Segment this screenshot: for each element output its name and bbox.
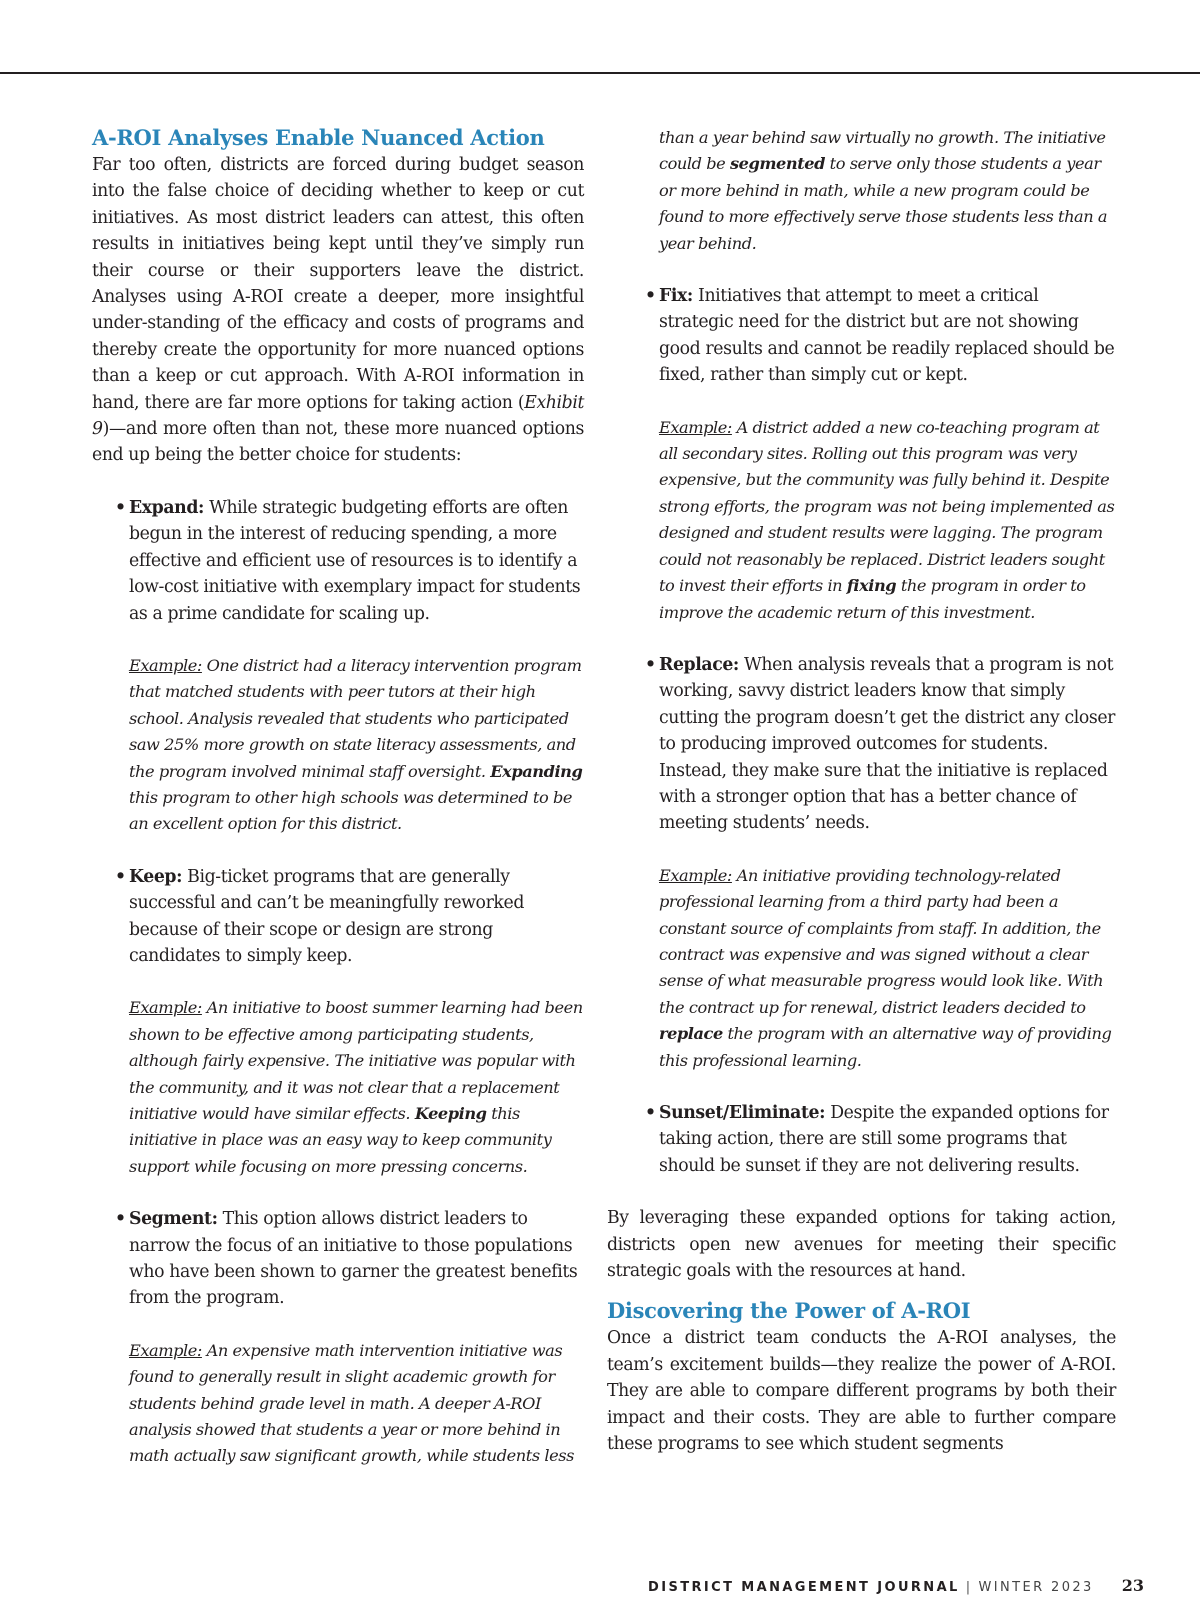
example-emphasis: replace [659, 1024, 723, 1044]
example-segment [129, 1338, 584, 1470]
bullet-text: Initiatives that attempt to meet a critical strategic need for the district but are not showing good results and cannot be readily replaced should be fixed, rather than simply cut or kept. [659, 286, 1115, 386]
example-expand [129, 653, 584, 838]
bullet-replace [645, 652, 1116, 837]
left-column [92, 125, 584, 1470]
bullet-segment [115, 1206, 584, 1312]
example-emphasis: fixing [846, 576, 897, 596]
example-label: Example: [129, 655, 202, 675]
bullet-fix [645, 283, 1116, 389]
bullet-label: Segment: [129, 1209, 218, 1230]
example-segment-continued [659, 125, 1116, 257]
bullet-sunset [645, 1100, 1116, 1179]
bullet-label: Expand: [129, 497, 204, 518]
bullet-keep [115, 864, 584, 970]
bullet-text: Big-ticket programs that are generally successful and can’t be meaningfully reworked because of their scope or design are strong candidates to simply keep. [129, 866, 524, 966]
example-text-cont: to serve only those students a year or more behind in math, while a new program could be found to more effectively serve those students less than a year behind. [659, 154, 1108, 253]
example-emphasis: Keeping [414, 1104, 487, 1123]
bullet-dot: • [115, 497, 126, 518]
intro-text-cont: )—and more often than not, these more nuanced options end up being the better choice for students: [92, 419, 584, 466]
example-keep [129, 995, 584, 1180]
example-text: A district added a new co-teaching program at all secondary sites. Rolling out this program was very expensive, but the community was fully behind it. Despite strong efforts, the program was not being implemented as designed and student results were lagging. The program could not reasonably be replaced. District leaders sought to invest their efforts in [659, 417, 1115, 596]
example-label: Example: [659, 865, 732, 885]
bullet-text: While strategic budgeting efforts are often begun in the interest of reducing spending, a more effective and efficient use of resources is to identify a low-cost initiative with exemplary impact for students as a prime candidate for scaling up. [129, 497, 581, 624]
example-text: An initiative to boost summer learning had been shown to be effective among participating students, although fairly expensive. The initiative was popular with the community, and it was not clear that a replacement initiative would have similar effects. [129, 998, 583, 1123]
bullet-expand [115, 495, 584, 627]
bullet-label: Keep: [129, 866, 183, 887]
discover-paragraph: Once a district team conducts the A-ROI analyses, the team’s excitement builds—they realize the power of A-ROI. They are able to compare different programs by both their impact and their costs. They are able to further compare these programs to see which student segments [607, 1328, 1116, 1455]
example-fix [659, 415, 1116, 626]
footer-separator: | [965, 1580, 973, 1595]
intro-paragraph [92, 152, 584, 469]
section-heading-discovering: Discovering the Power of A-ROI [607, 1298, 971, 1324]
example-emphasis: Expanding [490, 761, 583, 781]
example-text-cont: this program to other high schools was determined to be an excellent option for this district. [129, 787, 572, 834]
journal-name: DISTRICT MANAGEMENT JOURNAL [648, 1580, 960, 1595]
section-heading: A-ROI Analyses Enable Nuanced Action [92, 125, 545, 150]
closing-paragraph: By leveraging these expanded options for taking action, districts open new avenues for meeting their specific strategic goals with the resources at hand. [607, 1208, 1116, 1282]
example-emphasis: segmented [729, 154, 825, 174]
bullet-dot: • [645, 286, 656, 307]
intro-text: Far too often, districts are forced during budget season into the false choice of deciding whether to keep or cut initiatives. As most district leaders can attest, this often results in initiatives being kept until they’ve simply run their course or their supporters leave the district. Analyses using A-ROI create a deeper, more insightful under-standing of the efficacy and costs of programs and thereby create the opportunity for more nuanced options than a keep or cut approach. With A-ROI information in hand, there are far more options for taking action ( [92, 155, 584, 413]
bullet-label: Replace: [659, 654, 739, 675]
example-replace [659, 863, 1116, 1074]
example-label: Example: [129, 998, 202, 1018]
exhibit-reference: Exhibit 9 [92, 392, 584, 440]
example-text: than a year behind saw virtually no growth. The initiative could be [659, 128, 1106, 174]
bullet-dot: • [645, 654, 656, 675]
example-text-cont: the program in order to improve the academic return of this investment. [659, 576, 1086, 622]
example-label: Example: [659, 417, 732, 437]
bullet-dot: • [115, 1209, 126, 1230]
bullet-label: Sunset/Eliminate: [659, 1103, 826, 1123]
example-label: Example: [129, 1340, 202, 1360]
example-text-cont: this initiative in place was an easy way to keep community support while focusing on more pressing concerns. [129, 1104, 552, 1176]
page-footer [648, 1576, 1144, 1598]
right-column [607, 125, 1116, 1457]
example-text: An expensive math intervention initiative was found to generally result in slight academic growth for students behind grade level in math. A deeper A-ROI analysis showed that students a year or more behind in math actually saw significant growth, while students less [129, 1340, 574, 1466]
example-text-cont: the program with an alternative way of providing this professional learning. [659, 1024, 1112, 1070]
top-rule [0, 72, 1200, 74]
example-text: An initiative providing technology-related professional learning from a third party had been a constant source of complaints from staff. In addition, the contract was expensive and was signed without a clear sense of what measurable progress would look like. With the contract up for renewal, district leaders decided to [659, 865, 1104, 1017]
bullet-text: Despite the expanded options for taking action, there are still some programs that should be sunset if they are not delivering results. [659, 1103, 1109, 1176]
example-text: One district had a literacy intervention program that matched students with peer tutors at their high school. Analysis revealed that students who participated saw 25% more growth on state literacy assessments, and the program involved minimal staff oversight. [129, 655, 582, 781]
bullet-text: This option allows district leaders to narrow the focus of an initiative to those populations who have been shown to garner the greatest benefits from the program. [129, 1209, 578, 1309]
bullet-label: Fix: [659, 286, 693, 307]
bullet-dot: • [645, 1103, 656, 1123]
page-number: 23 [1121, 1576, 1144, 1595]
bullet-dot: • [115, 866, 126, 887]
bullet-text: When analysis reveals that a program is not working, savvy district leaders know that simply cutting the program doesn’t get the district any closer to producing improved outcomes for students. Instead, they make sure that the initiative is replaced with a stronger option that has a better chance of meeting students’ needs. [659, 654, 1116, 834]
issue-season: WINTER 2023 [978, 1580, 1094, 1595]
